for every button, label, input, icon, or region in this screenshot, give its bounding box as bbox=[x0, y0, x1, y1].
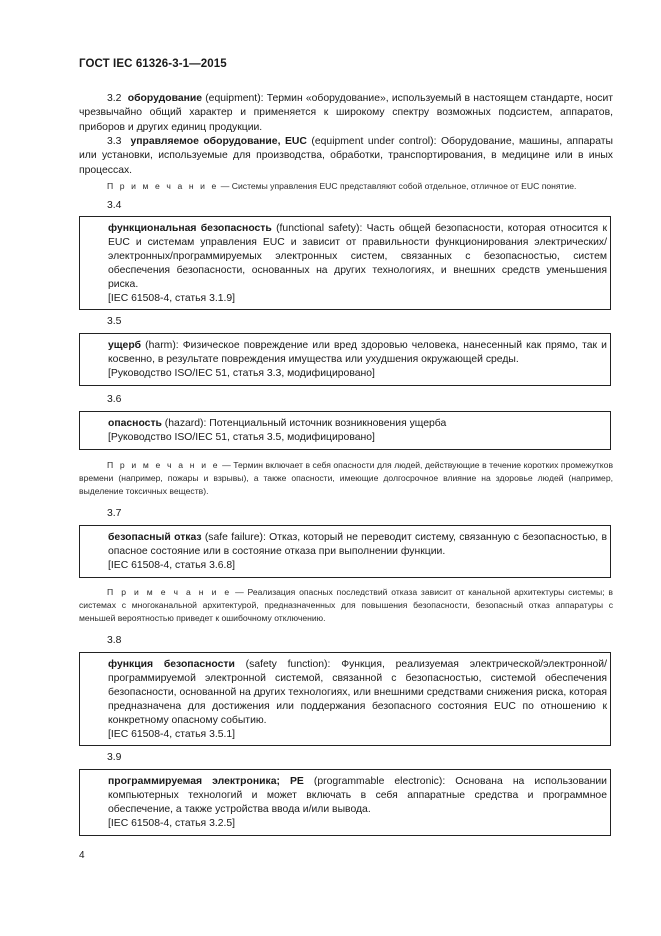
note-text: — Системы управления EUC представляют собой отдельное, отличное от EUC понятие. bbox=[218, 181, 577, 191]
source-reference: [Руководство ISO/IEC 51, статья 3.5, модифицировано] bbox=[108, 431, 375, 443]
clause-number-3-8: 3.8 bbox=[107, 635, 122, 646]
definition: (hazard): Потенциальный источник возникновения ущерба bbox=[161, 418, 447, 429]
source-reference: [IEC 61508-4, статья 3.6.8] bbox=[108, 559, 236, 571]
term: опасность bbox=[108, 418, 162, 429]
note-label: П р и м е ч а н и е bbox=[107, 460, 220, 470]
definition: (safe failure): Отказ, который не переводит систему, связанную с безопасностью, в опасное состояние или в состояние отказа при выполнении функции. bbox=[108, 532, 607, 557]
term: программируемая электроника; PE bbox=[108, 776, 304, 787]
clause-number: 3.3 bbox=[107, 136, 122, 147]
term-box-3-7 bbox=[79, 525, 611, 578]
term-box-3-8 bbox=[79, 652, 611, 746]
note-text: — Реализация опасных последствий отказа зависит от канальной архитектуры системы; в системах с многоканальной архитектурой, предназначенных для повышения безопасности, безопасный отказ аппаратуры с меньшей вероятностью приведет к ошибочному отключению. bbox=[79, 587, 613, 624]
term-box-3-6 bbox=[79, 411, 611, 450]
term-box-3-9 bbox=[79, 769, 611, 836]
page-number: 4 bbox=[79, 850, 85, 861]
clause-number-3-5: 3.5 bbox=[107, 316, 122, 327]
term: управляемое оборудование, EUC bbox=[130, 136, 307, 147]
document-header: ГОСТ IEC 61326-3-1—2015 bbox=[79, 58, 227, 70]
definition: (equipment): Термин «оборудование», используемый в настоящем стандарте, носит чрезвычайно общий характер и применяется к широкому спектру возможных подсистем, аппаратов, приборов и других единиц продукции. bbox=[79, 93, 614, 133]
clause-number-3-6: 3.6 bbox=[107, 394, 122, 405]
definition: (harm): Физическое повреждение или вред здоровью человека, нанесенный как прямо, так и косвенно, в результате повреждения имущества или ухудшения окружающей среды. bbox=[108, 340, 607, 365]
note-3-3 bbox=[79, 180, 613, 193]
source-reference: [IEC 61508-4, статья 3.5.1] bbox=[108, 728, 236, 740]
clause-number-3-9: 3.9 bbox=[107, 752, 122, 763]
source-reference: [IEC 61508-4, статья 3.2.5] bbox=[108, 817, 236, 829]
note-label: П р и м е ч а н и е bbox=[107, 181, 219, 191]
definition: (programmable electronic): Основана на использовании компьютерных технологий и может включать в себя аппаратные средства и программное обеспечение, а также устройства ввода и/или вывода. bbox=[108, 776, 607, 815]
source-reference: [Руководство ISO/IEC 51, статья 3.3, модифицировано] bbox=[108, 367, 375, 379]
term: функциональная безопасность bbox=[108, 223, 272, 234]
source-reference: [IEC 61508-4, статья 3.1.9] bbox=[108, 292, 236, 304]
definition: (safety function): Функция, реализуемая электрической/электронной/программируемой электронной системой, связанной с безопасностью, системой обеспечения безопасности, основанной на других технологиях, или внешними средствами снижения риска, которая предназначена для достижения или поддержания безопасного состояния EUC по отношению к конкретному опасному событию. bbox=[108, 659, 607, 726]
note-label: П р и м е ч а н и е bbox=[107, 587, 232, 597]
definition: (functional safety): Часть общей безопасности, которая относится к EUC и системам управления EUC и зависит от правильности функционирования электрических/электронных/программируемых электронных систем, связанных с безопасностью, систем обеспечения безопасности, основанных на других технологиях, и внешних средств уменьшения риска. bbox=[108, 223, 608, 290]
term-box-3-5 bbox=[79, 333, 611, 386]
clause-number-3-4: 3.4 bbox=[107, 200, 122, 211]
clause-number: 3.2 bbox=[107, 93, 122, 104]
clause-3-3 bbox=[79, 135, 613, 178]
clause-3-2 bbox=[79, 92, 613, 135]
clause-number-3-7: 3.7 bbox=[107, 508, 122, 519]
term: функция безопасности bbox=[108, 659, 235, 670]
term: безопасный отказ bbox=[108, 532, 202, 543]
definition: (equipment under control): Оборудование, машины, аппараты или установки, используемые для производства, обработки, транспортирования, в медицине или в иных процессах. bbox=[79, 136, 613, 176]
note-3-6 bbox=[79, 459, 613, 499]
term: оборудование bbox=[127, 93, 203, 104]
term: ущерб bbox=[108, 340, 142, 351]
note-text: — Термин включает в себя опасности для людей, действующие в течение коротких промежутков времени (например, пожары и взрывы), а также опасности, имеющие долгосрочное влияние на здоровье людей (например, выделение токсичных веществ). bbox=[79, 460, 614, 497]
term-box-3-4 bbox=[79, 216, 611, 310]
note-3-7 bbox=[79, 586, 613, 626]
